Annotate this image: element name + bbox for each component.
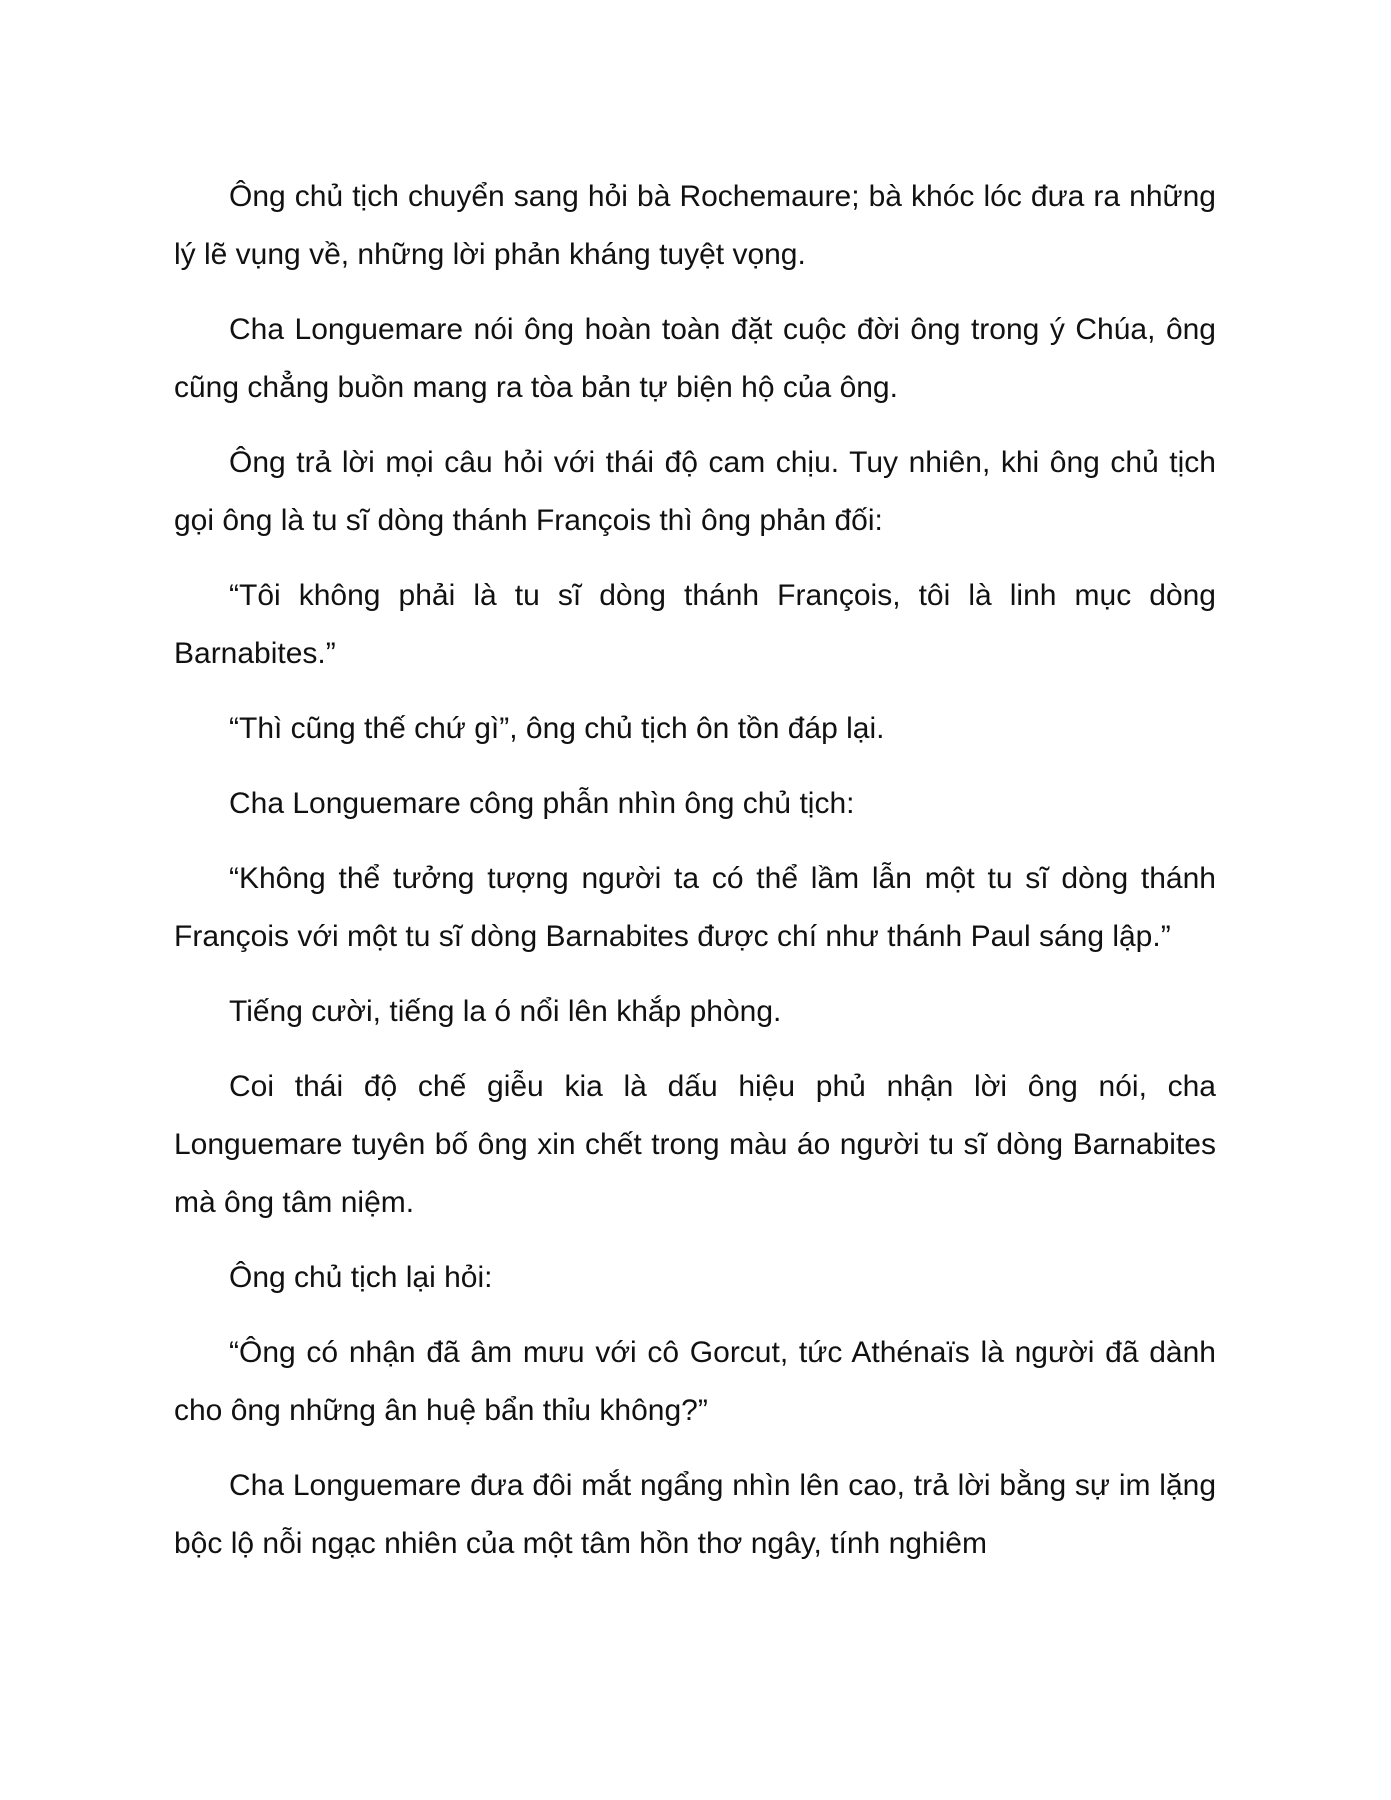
paragraph: Cha Longuemare công phẫn nhìn ông chủ tịch: [229, 787, 855, 820]
paragraph: Tiếng cười, tiếng la ó nổi lên khắp phòng. [229, 995, 782, 1028]
paragraph: Ông chủ tịch chuyển sang hỏi bà Rochemaure; bà khóc lóc đưa ra những lý lẽ vụng về, những lời phản kháng tuyệt vọng. [174, 180, 1216, 271]
paragraph: “Tôi không phải là tu sĩ dòng thánh François, tôi là linh mục dòng Barnabites.” [174, 579, 1216, 670]
body-text [174, 168, 1216, 1590]
paragraph: Cha Longuemare nói ông hoàn toàn đặt cuộc đời ông trong ý Chúa, ông cũng chẳng buồn mang ra tòa bản tự biện hộ của ông. [174, 313, 1216, 404]
paragraph: “Không thể tưởng tượng người ta có thể lầm lẫn một tu sĩ dòng thánh François với một tu sĩ dòng Barnabites được chí như thánh Paul sáng lập.” [174, 862, 1216, 953]
paragraph: Cha Longuemare đưa đôi mắt ngẩng nhìn lên cao, trả lời bằng sự im lặng bộc lộ nỗi ngạc nhiên của một tâm hồn thơ ngây, tính nghiêm [174, 1469, 1216, 1560]
paragraph: Coi thái độ chế giễu kia là dấu hiệu phủ nhận lời ông nói, cha Longuemare tuyên bố ông xin chết trong màu áo người tu sĩ dòng Barnabites mà ông tâm niệm. [174, 1070, 1216, 1219]
paragraph: “Thì cũng thế chứ gì”, ông chủ tịch ôn tồn đáp lại. [229, 712, 885, 745]
paragraph: “Ông có nhận đã âm mưu với cô Gorcut, tức Athénaïs là người đã dành cho ông những ân huệ bẩn thỉu không?” [174, 1336, 1216, 1427]
paragraph: Ông trả lời mọi câu hỏi với thái độ cam chịu. Tuy nhiên, khi ông chủ tịch gọi ông là tu sĩ dòng thánh François thì ông phản đối: [174, 446, 1216, 537]
paragraph: Ông chủ tịch lại hỏi: [229, 1261, 493, 1294]
